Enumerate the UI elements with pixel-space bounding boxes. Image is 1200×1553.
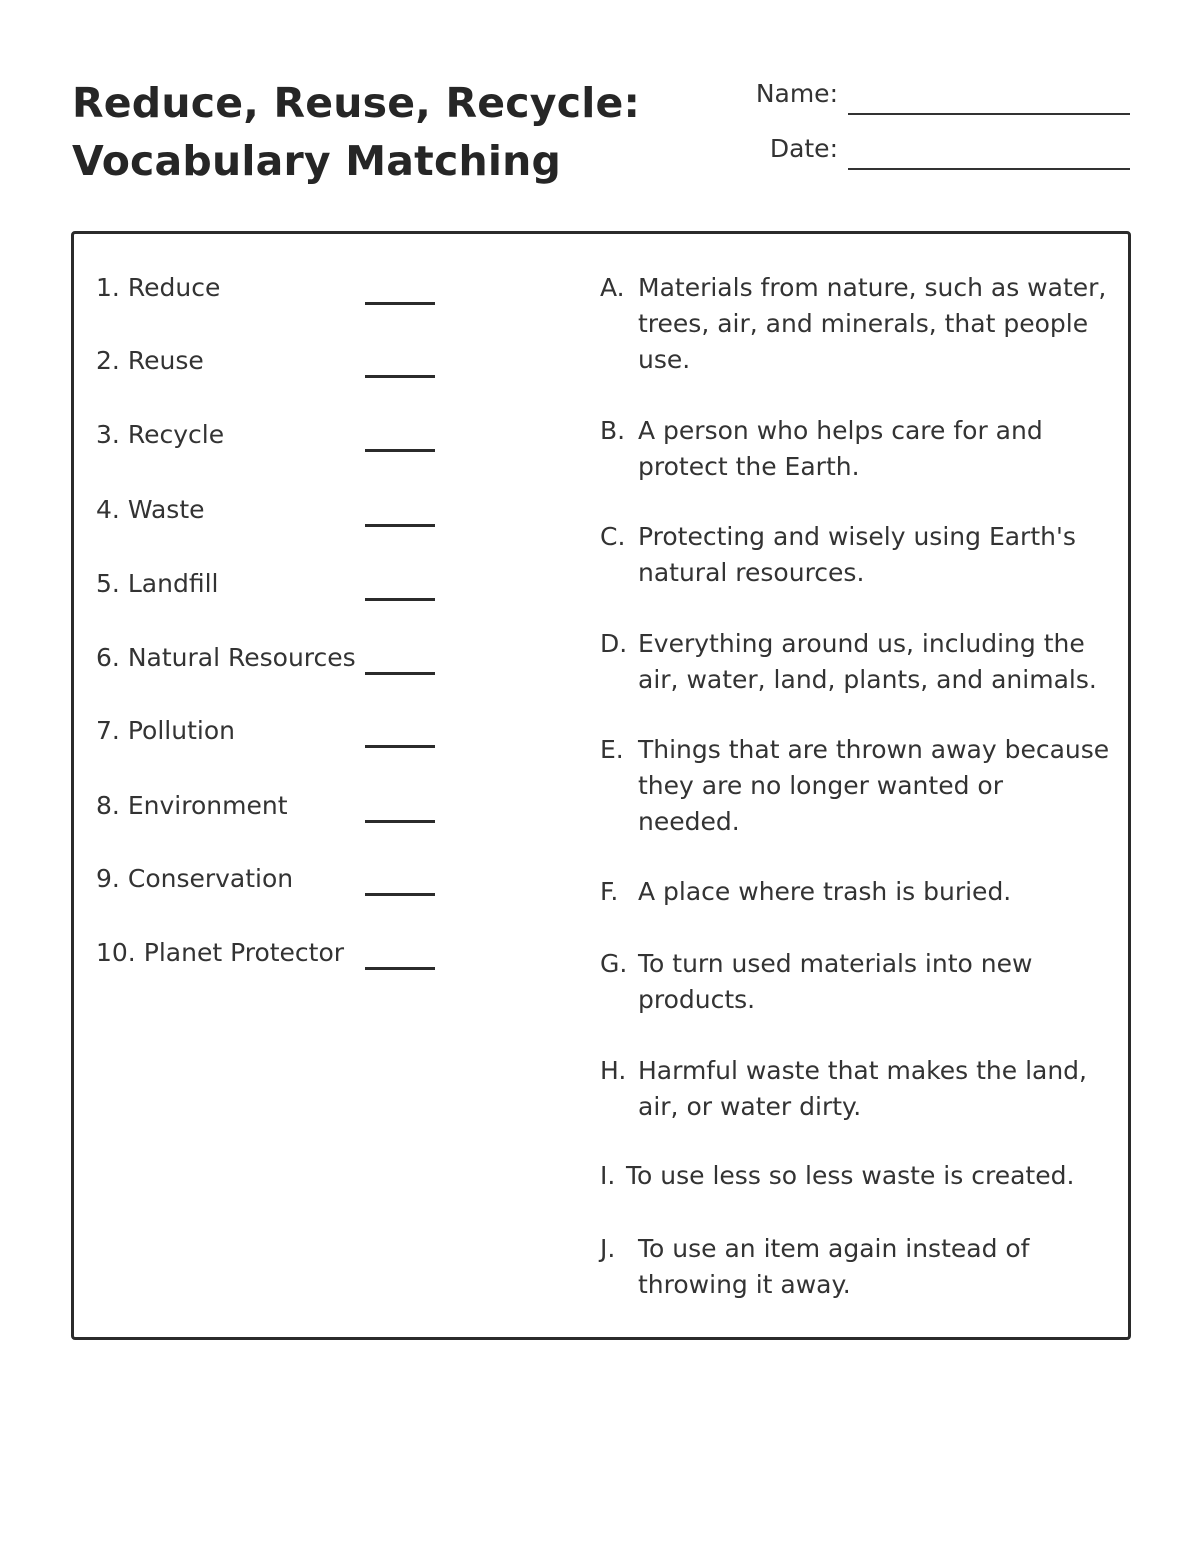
definition-letter: I.: [600, 1161, 616, 1190]
term-label: Conservation: [127, 864, 294, 893]
name-input-line[interactable]: [848, 113, 1130, 115]
definition-item: [600, 874, 1110, 910]
term-number: 9.: [96, 864, 120, 893]
answer-blank[interactable]: [365, 967, 435, 970]
term-number: 1.: [96, 273, 120, 302]
definition-letter: J.: [600, 1234, 616, 1263]
term-label: Landfill: [127, 569, 219, 598]
name-label: Name:: [755, 79, 838, 108]
term-item: [96, 341, 436, 381]
title-line-1: Reduce, Reuse, Recycle:: [72, 79, 641, 127]
definition-item: [600, 1231, 1110, 1303]
definition-item: [600, 946, 1110, 1018]
definition-letter: A.: [600, 273, 625, 302]
term-label: Pollution: [127, 716, 235, 745]
term-label: Reuse: [127, 346, 204, 375]
date-input-line[interactable]: [848, 168, 1130, 170]
answer-blank[interactable]: [365, 449, 435, 452]
term-label: Natural Resources: [127, 643, 356, 672]
answer-blank[interactable]: [365, 375, 435, 378]
definition-text: Everything around us, including the air, water, land, plants, and animals.: [638, 629, 1097, 694]
date-label: Date:: [769, 134, 838, 163]
term-number: 2.: [96, 346, 120, 375]
definition-letter: F.: [600, 877, 619, 906]
definition-item: [600, 270, 1110, 378]
term-item: [96, 711, 436, 751]
term-item: [96, 933, 436, 973]
term-item: [96, 564, 436, 604]
term-number: 8.: [96, 791, 120, 820]
answer-blank[interactable]: [365, 745, 435, 748]
term-item: [96, 490, 436, 530]
definition-text: To use less so less waste is created.: [626, 1161, 1075, 1190]
term-item: [96, 859, 436, 899]
definition-text: To turn used materials into new products.: [638, 949, 1033, 1014]
term-label: Recycle: [127, 420, 225, 449]
definition-letter: D.: [600, 629, 628, 658]
definition-text: Protecting and wisely using Earth's natural resources.: [638, 522, 1076, 587]
term-item: [96, 786, 436, 826]
answer-blank[interactable]: [365, 598, 435, 601]
definition-text: Harmful waste that makes the land, air, or water dirty.: [638, 1056, 1087, 1121]
definition-item: [600, 626, 1110, 698]
term-number: 3.: [96, 420, 120, 449]
definition-item: [600, 519, 1110, 591]
answer-blank[interactable]: [365, 302, 435, 305]
definition-letter: E.: [600, 735, 624, 764]
term-label: Planet Protector: [143, 938, 345, 967]
term-number: 6.: [96, 643, 120, 672]
term-number: 4.: [96, 495, 120, 524]
term-item: [96, 415, 436, 455]
definition-text: A place where trash is buried.: [638, 877, 1012, 906]
term-number: 10.: [96, 938, 136, 967]
date-field: [700, 132, 1130, 166]
definition-letter: G.: [600, 949, 628, 978]
term-item: [96, 268, 436, 308]
definition-text: Materials from nature, such as water, trees, air, and minerals, that people use.: [638, 273, 1107, 374]
definition-item: [600, 1053, 1110, 1125]
definition-text: Things that are thrown away because they are no longer wanted or needed.: [638, 735, 1110, 836]
answer-blank[interactable]: [365, 820, 435, 823]
definition-item: [600, 413, 1110, 485]
definition-item: [600, 732, 1110, 840]
name-field: [700, 77, 1130, 111]
term-item: [96, 638, 436, 678]
definition-item: [600, 1158, 1110, 1194]
definition-letter: H.: [600, 1056, 627, 1085]
answer-blank[interactable]: [365, 672, 435, 675]
term-label: Waste: [127, 495, 205, 524]
title-line-2: Vocabulary Matching: [72, 137, 562, 185]
definition-letter: C.: [600, 522, 626, 551]
definition-text: To use an item again instead of throwing it away.: [638, 1234, 1030, 1299]
term-number: 5.: [96, 569, 120, 598]
page-title: [72, 74, 640, 190]
answer-blank[interactable]: [365, 524, 435, 527]
term-label: Environment: [127, 791, 288, 820]
answer-blank[interactable]: [365, 893, 435, 896]
definition-letter: B.: [600, 416, 626, 445]
term-label: Reduce: [127, 273, 221, 302]
definition-text: A person who helps care for and protect the Earth.: [638, 416, 1043, 481]
term-number: 7.: [96, 716, 120, 745]
